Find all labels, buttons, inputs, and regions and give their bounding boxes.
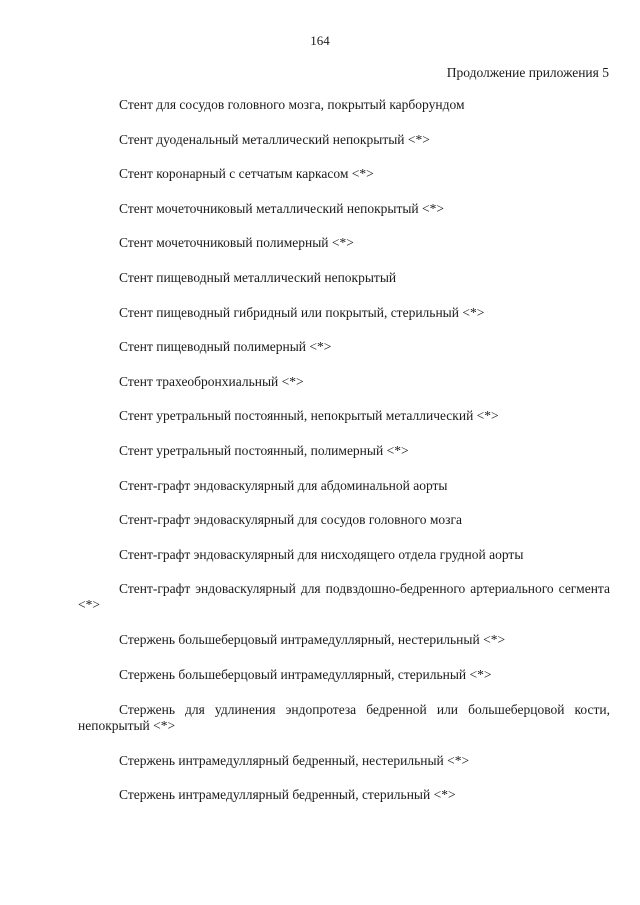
list-item: Стент трахеобронхиальный <*> (119, 373, 304, 389)
list-item: Стент мочеточниковый металлический непокрытый <*> (119, 200, 444, 216)
list-item: Стент-графт эндоваскулярный для нисходящего отдела грудной аорты (119, 546, 524, 562)
list-item: Стент-графт эндоваскулярный для абдоминальной аорты (119, 477, 448, 493)
list-item: Стержень интрамедуллярный бедренный, стерильный <*> (119, 787, 456, 803)
list-item: Стент пищеводный полимерный <*> (119, 339, 332, 355)
list-item: Стержень интрамедуллярный бедренный, нестерильный <*> (119, 752, 470, 768)
list-item: Стент пищеводный металлический непокрытый (119, 269, 397, 285)
list-item: Стент для сосудов головного мозга, покрытый карборундом (119, 97, 465, 112)
list-item: Стержень большеберцовый интрамедуллярный, нестерильный <*> (119, 632, 506, 648)
list-item: Стент уретральный постоянный, непокрытый металлический <*> (119, 408, 499, 424)
list-item: Стент-графт эндоваскулярный для сосудов головного мозга (119, 512, 463, 528)
list-item: Стент дуоденальный металлический непокрытый <*> (119, 131, 430, 147)
list-item: Стент уретральный постоянный, полимерный <*> (119, 442, 409, 458)
device-list (78, 97, 610, 822)
page-number: 164 (310, 33, 330, 48)
list-item: Стержень для удлинения эндопротеза бедренной или большеберцовой кости, непокрытый <*> (78, 701, 610, 733)
appendix-continuation-label: Продолжение приложения 5 (446, 65, 609, 80)
list-item: Стержень большеберцовый интрамедуллярный, стерильный <*> (119, 666, 492, 682)
list-item: Стент коронарный с сетчатым каркасом <*> (119, 166, 374, 182)
list-item: Стент пищеводный гибридный или покрытый, стерильный <*> (119, 304, 485, 320)
list-item: Стент-графт эндоваскулярный для подвздошно-бедренного артериального сегмента <*> (78, 581, 610, 613)
list-item: Стент мочеточниковый полимерный <*> (119, 235, 354, 251)
